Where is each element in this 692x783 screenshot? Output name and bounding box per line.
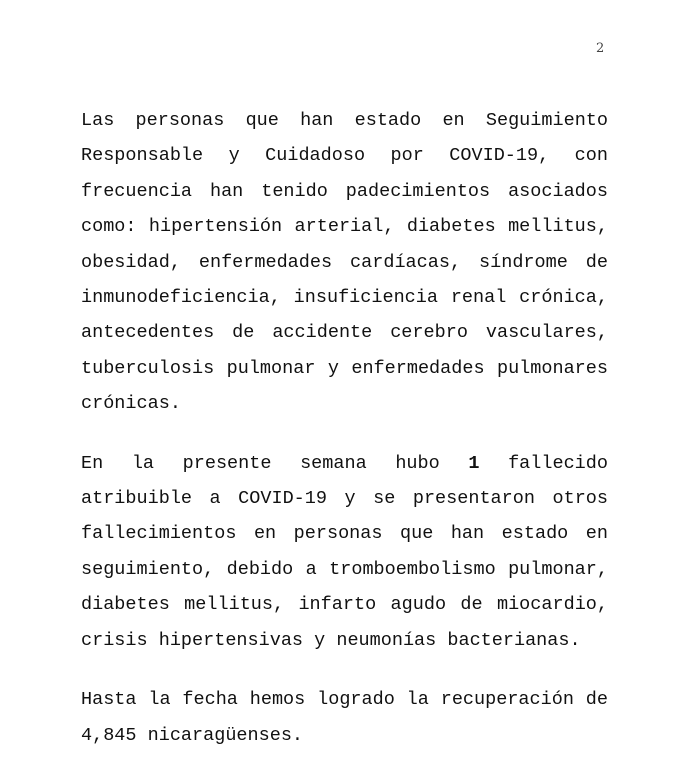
paragraph-deaths [81, 446, 608, 658]
paragraph-deaths-rest: fallecido atribuible a COVID-19 y se presentaron otros fallecimientos en personas que han estado en seguimiento, debido a tromboembolismo pulmonar, diabetes mellitus, infarto agudo de miocardio, crisis hipertensivas y neumonías bacterianas. [81, 452, 608, 651]
page-number: 2 [596, 41, 605, 56]
death-count: 1 [468, 452, 480, 474]
paragraph-comorbidities: Las personas que han estado en Seguimiento Responsable y Cuidadoso por COVID-19, con frecuencia han tenido padecimientos asociados como: hipertensión arterial, diabetes mellitus, obesidad, enfermedades cardíacas, síndrome de inmunodeficiencia, insuficiencia renal crónica, antecedentes de accidente cerebro vasculares, tuberculosis pulmonar y enfermedades pulmonares crónicas. [81, 110, 608, 415]
document-body [81, 103, 608, 753]
paragraph-recoveries: Hasta la fecha hemos logrado la recuperación de 4,845 nicaragüenses. [81, 689, 608, 746]
paragraph-deaths-intro: En la presente semana hubo [81, 452, 469, 474]
